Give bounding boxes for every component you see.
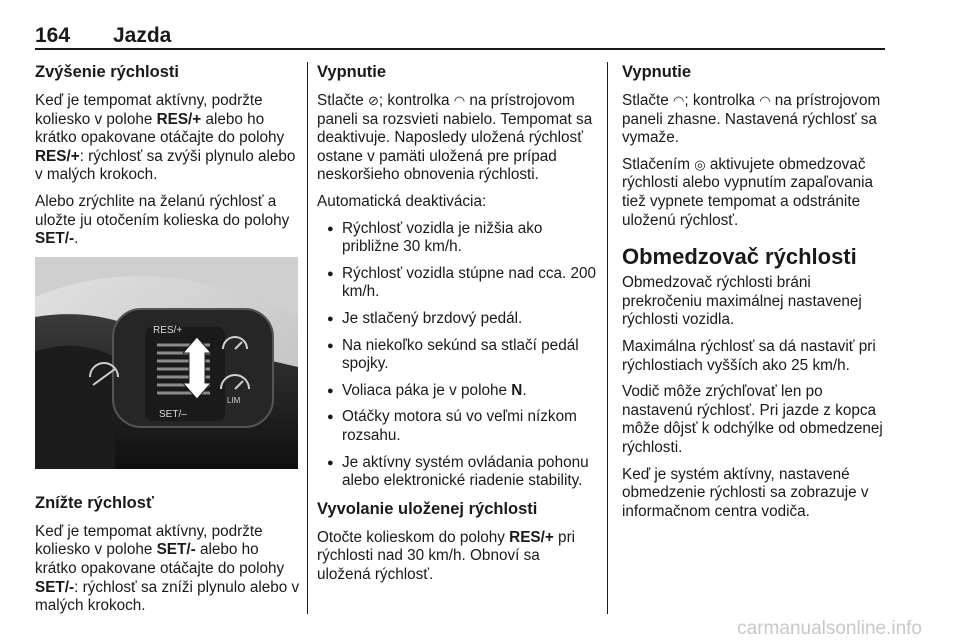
- list-item: ● Je stlačený brzdový pedál.: [317, 310, 597, 329]
- chapter-title: Jazda: [113, 24, 172, 47]
- paragraph: Obmedzovač rýchlosti bráni prekročeniu maximálnej nastavenej rýchlosti vozidla.: [622, 274, 862, 329]
- list-item: ● Je aktívny systém ovládania pohonu alebo elektronické riadenie stability.: [317, 454, 597, 491]
- column-divider: [607, 62, 608, 614]
- deactivation-list: [317, 220, 597, 491]
- paragraph: Stlačením ◎ aktivujete obmedzovač rýchlosti alebo vypnutím zapaľovania tiež vypnete tempomat a odstránite uloženú rýchlosť.: [622, 155, 874, 229]
- paragraph: Maximálna rýchlosť sa dá nastaviť pri rýchlostiach vyšších ako 25 km/h.: [622, 337, 876, 374]
- paragraph: Otočte kolieskom do polohy RES/+ pri rýchlosti nad 30 km/h. Obnoví sa uložená rýchlosť.: [317, 528, 576, 583]
- paragraph: Keď je systém aktívny, nastavené obmedzenie rýchlosti sa zobrazuje v informačnom centra vodiča.: [622, 465, 869, 520]
- paragraph: Vodič môže zrýchľovať len po nastavenú rýchlosť. Pri jazde z kopca môže dôjsť k odchýlke od obmedzenej rýchlosti.: [622, 383, 883, 456]
- list-item: ● Na niekoľko sekúnd sa stlačí pedál spojky.: [317, 337, 597, 374]
- heading-speed-limiter: Obmedzovač rýchlosti: [622, 244, 857, 270]
- paragraph: Keď je tempomat aktívny, podržte koliesko v polohe SET/- alebo ho krátko opakovane otáčajte do polohy SET/-: rýchlosť sa zníži plynulo alebo v malých krokoch.: [35, 522, 300, 615]
- paragraph: Keď je tempomat aktívny, podržte koliesko v polohe RES/+ alebo ho krátko opakovane otáčajte do polohy RES/+: rýchlosť sa zvýši plynulo alebo v malých krokoch.: [35, 92, 296, 184]
- paragraph: Alebo zrýchlite na želanú rýchlosť a uložte ju otočením kolieska do polohy SET/-.: [35, 192, 290, 248]
- heading-switch-off: Vypnutie: [317, 63, 387, 81]
- steering-wheel-controls-photo: [35, 257, 298, 469]
- paragraph: Stlačte ◠; kontrolka ◠ na prístrojovom paneli zhasne. Nastavená rýchlosť sa vymaže.: [622, 92, 881, 147]
- column-2: [317, 62, 597, 592]
- cruise-cancel-icon: ⊘: [368, 93, 379, 108]
- res-label: RES/+: [153, 324, 183, 336]
- page-number: 164: [35, 24, 71, 47]
- header-rule: [35, 48, 885, 50]
- list-item: ● Voliaca páka je v polohe N.: [317, 382, 597, 401]
- page-header: [35, 20, 885, 50]
- list-item: ● Rýchlosť vozidla stúpne nad cca. 200 km/h.: [317, 265, 597, 302]
- list-item: ● Otáčky motora sú vo veľmi nízkom rozsahu.: [317, 408, 597, 445]
- heading-switch-off: Vypnutie: [622, 63, 692, 81]
- heading-decrease-speed: Znížte rýchlosť: [35, 493, 154, 512]
- cruise-control-lamp-icon: ◠: [673, 93, 685, 108]
- lim-label: LIM: [227, 395, 241, 405]
- heading-increase-speed: Zvýšenie rýchlosti: [35, 63, 179, 81]
- paragraph: Stlačte ⊘; kontrolka ◠ na prístrojovom paneli sa rozsvieti nabielo. Tempomat sa deaktivuje. Naposledy uložená rýchlosť ostane v pamäti uložená pre prípad neskoršieho obnovenia rýchlosti.: [317, 92, 593, 184]
- watermark: carmanualsonline.info: [737, 618, 922, 639]
- paragraph: Automatická deaktivácia:: [317, 192, 487, 210]
- column-1: [35, 62, 300, 624]
- cruise-control-lamp-icon: ◠: [453, 93, 466, 108]
- cruise-control-lamp-icon: ◠: [759, 93, 771, 108]
- speed-limiter-icon: ◎: [694, 156, 706, 172]
- column-divider: [307, 62, 308, 614]
- column-3: [622, 62, 887, 529]
- list-item: ● Rýchlosť vozidla je nižšia ako približne 30 km/h.: [317, 220, 597, 257]
- heading-recall-speed: Vyvolanie uloženej rýchlosti: [317, 499, 538, 518]
- set-label: SET/–: [159, 408, 187, 420]
